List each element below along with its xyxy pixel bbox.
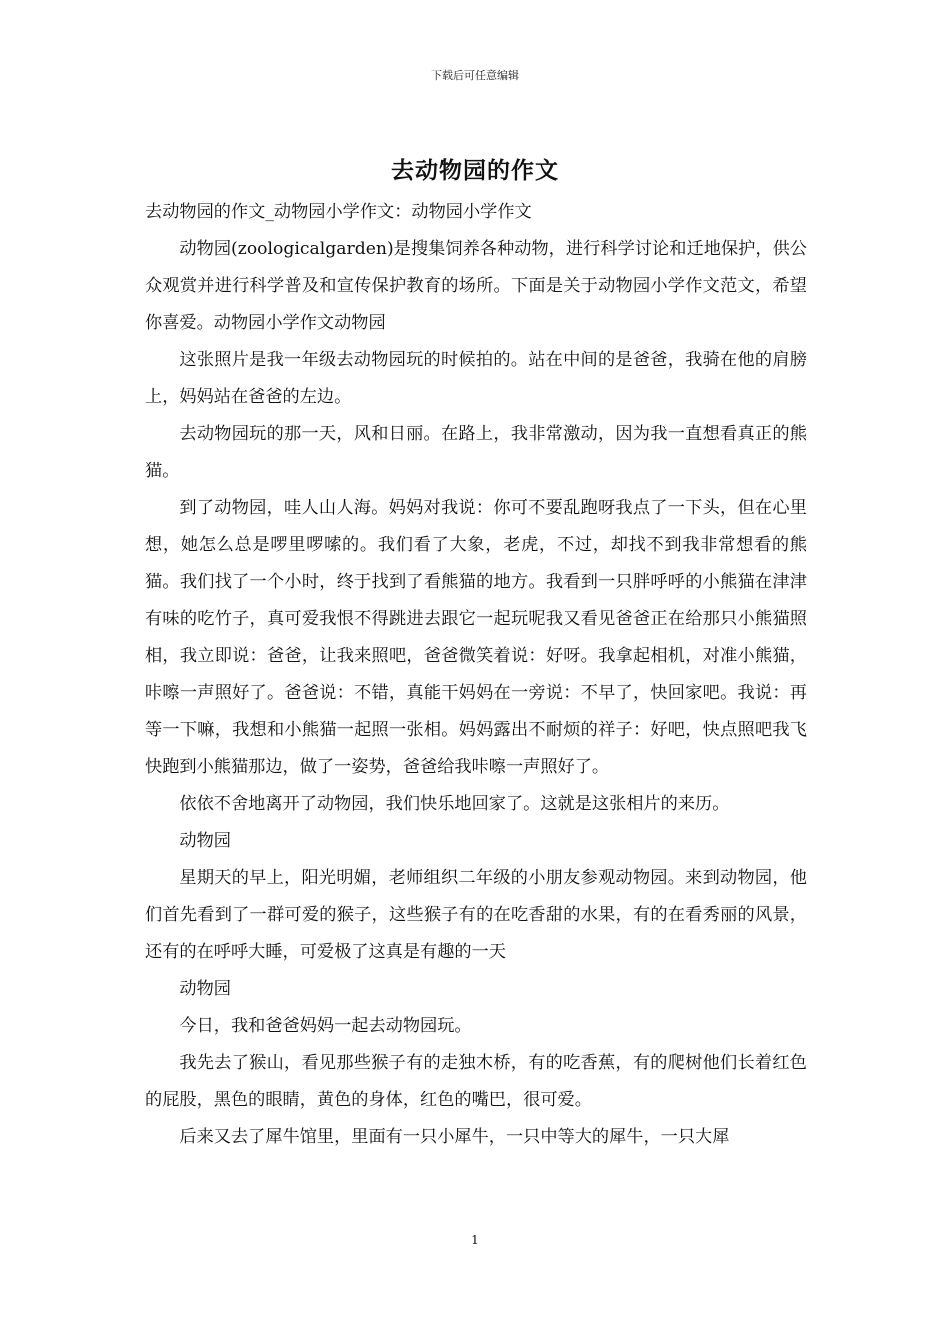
body-paragraph: 这张照片是我一年级去动物园玩的时候拍的。站在中间的是爸爸，我骑在他的肩膀上，妈妈站在爸爸的左边。	[145, 350, 807, 407]
body-paragraph: 我先去了猴山，看见那些猴子有的走独木桥，有的吃香蕉，有的爬树他们长着红色的屁股，黑色的眼睛，黄色的身体，红色的嘴巴，很可爱。	[145, 1053, 807, 1110]
header-note: 下载后可任意编辑	[431, 69, 519, 82]
body-paragraph: 后来又去了犀牛馆里，里面有一只小犀牛，一只中等大的犀牛，一只大犀	[179, 1127, 730, 1147]
section-heading: 动物园	[179, 979, 231, 999]
body-paragraph: 去动物园玩的那一天，风和日丽。在路上，我非常激动，因为我一直想看真正的熊猫。	[145, 424, 807, 481]
body-paragraph: 今日，我和爸爸妈妈一起去动物园玩。	[179, 1016, 472, 1036]
document-title: 去动物园的作文	[391, 157, 559, 184]
body-paragraph: 到了动物园，哇人山人海。妈妈对我说：你可不要乱跑呀我点了一下头，但在心里想，她怎么总是啰里啰嗦的。我们看了大象，老虎，不过，却找不到我非常想看的熊猫。我们找了一个小时，终于找到了看熊猫的地方。我看到一只胖呼呼的小熊猫在津津有味的吃竹子，真可爱我恨不得跳进去跟它一起玩呢我又看见爸爸正在给那只小熊猫照相，我立即说：爸爸，让我来照吧，爸爸微笑着说：好呀。我拿起相机，对准小熊猫，咔嚓一声照好了。爸爸说：不错，真能干妈妈在一旁说：不早了，快回家吧。我说：再等一下嘛，我想和小熊猫一起照一张相。妈妈露出不耐烦的祥子：好吧，快点照吧我飞快跑到小熊猫那边，做了一姿势，爸爸给我咔嚓一声照好了。	[145, 498, 807, 777]
body-paragraph: 依依不舍地离开了动物园，我们快乐地回家了。这就是这张相片的来历。	[179, 794, 730, 814]
body-paragraph: 动物园(zoologicalgarden)是搜集饲养各种动物，进行科学讨论和迁地保护，供公众观赏并进行科学普及和宣传保护教育的场所。下面是关于动物园小学作文范文，希望你喜爱。动物园小学作文动物园	[145, 239, 807, 333]
body-paragraph: 星期天的早上，阳光明媚，老师组织二年级的小朋友参观动物园。来到动物园，他们首先看到了一群可爱的猴子，这些猴子有的在吃香甜的水果，有的在看秀丽的风景，还有的在呼呼大睡，可爱极了这真是有趣的一天	[145, 868, 807, 962]
subtitle-line: 去动物园的作文_动物园小学作文：动物园小学作文	[145, 202, 532, 222]
section-heading: 动物园	[179, 831, 231, 851]
page-number: 1	[471, 1233, 479, 1247]
document-body	[145, 194, 807, 1156]
